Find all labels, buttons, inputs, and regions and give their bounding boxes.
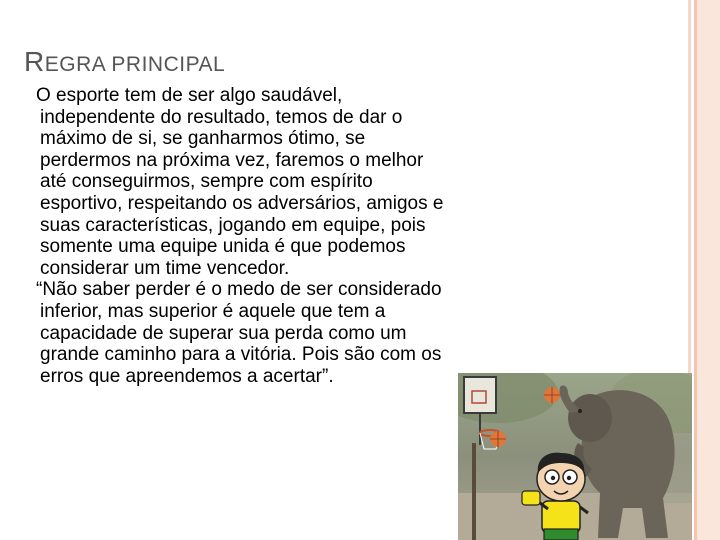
text-line: considerar um time vencedor. [40, 257, 290, 279]
text-line: máximo de si, se ganharmos ótimo, se [40, 128, 366, 150]
text-line: O esporte tem de ser algo saudável, [36, 85, 343, 106]
title-initial: R [24, 46, 45, 77]
basketball-icon [544, 387, 560, 403]
paragraph-1 [36, 85, 520, 279]
text-line: esportivo, respeitando os adversários, amigos e [40, 192, 444, 214]
text-line: “Não saber perder é o medo de ser considerado [36, 279, 442, 301]
slide-body [36, 85, 520, 387]
basketball-icon [490, 431, 506, 447]
elephant-basketball-photo [458, 373, 692, 540]
photo-illustration [458, 373, 692, 540]
text-line: até conseguirmos, sempre com espírito [40, 171, 373, 193]
decorative-side-band [688, 0, 720, 540]
text-line: independente do resultado, temos de dar o [40, 106, 403, 128]
text-line: inferior, mas superior é aquele que tem a [40, 300, 386, 322]
text-line: somente uma equipe unida é que podemos [40, 236, 406, 258]
paragraph-2-quote [36, 279, 520, 387]
text-line: suas características, jogando em equipe, pois [40, 214, 426, 236]
text-line: capacidade de superar sua perda como um [40, 322, 407, 344]
text-line: perdermos na próxima vez, faremos o melhor [40, 149, 424, 171]
title-rest: EGRA PRINCIPAL [44, 53, 226, 76]
text-line: grande caminho para a vitória. Pois são com os [40, 344, 442, 366]
text-line: erros que apreendemos a acertar”. [40, 365, 334, 387]
slide-title [24, 46, 225, 78]
